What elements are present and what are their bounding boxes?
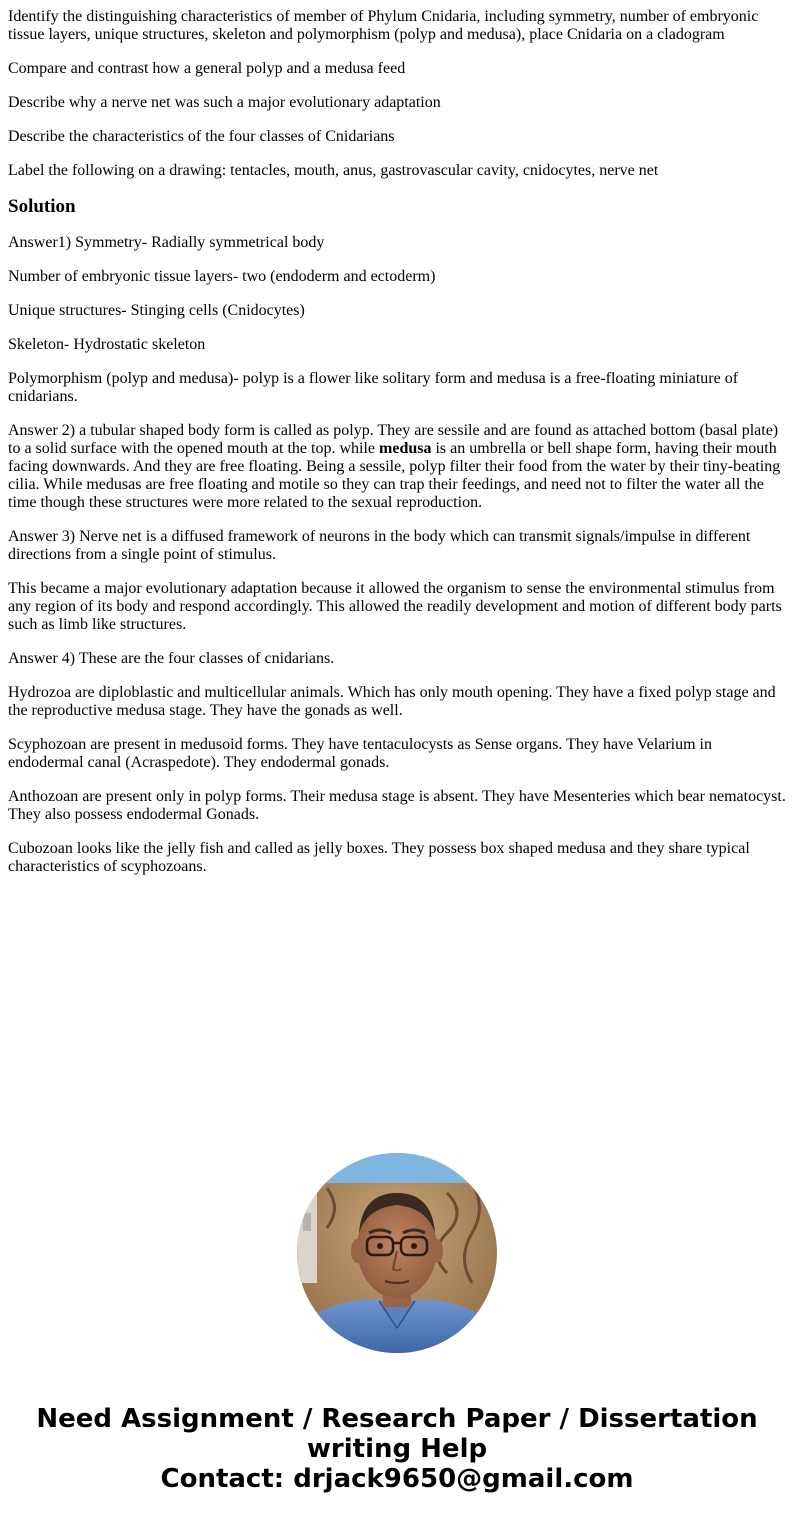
answer4-paragraph: Anthozoan are present only in polyp forms. Their medusa stage is absent. They have Mesenteries which bear nematocyst. They also possess endodermal Gonads. <box>8 788 786 823</box>
question-item: Describe the characteristics of the four classes of Cnidarians <box>8 128 395 145</box>
solution-heading: Solution <box>8 196 76 217</box>
answer2-text-after: is an umbrella or bell shape form, having their mouth facing downwards. And they are free floating. Being a sessile, polyp filter their food from the water by their tiny-beating cilia. While medusas are free floating and motile so they can trap their feedings, and need not to filter the water all the time though these structures were more related to the sexual reproduction. <box>8 440 781 511</box>
question-item: Describe why a nerve net was such a major evolutionary adaptation <box>8 94 441 111</box>
answer4-paragraph: Cubozoan looks like the jelly fish and called as jelly boxes. They possess box shaped medusa and they share typical characteristics of scyphozoans. <box>8 840 750 875</box>
answer2-text-before: Answer 2) a tubular shaped body form is called as polyp. They are sessile and are found as attached bottom (basal plate) to a solid surface with the opened mouth at the top. while <box>8 422 779 457</box>
answer3-paragraph: This became a major evolutionary adaptation because it allowed the organism to sense the environmental stimulus from any region of its body and respond accordingly. This allowed the readily development and motion of different body parts such as limb like structures. <box>8 580 782 633</box>
promo-line: writing Help <box>306 1434 488 1464</box>
answer3-paragraph: Answer 3) Nerve net is a diffused framework of neurons in the body which can transmit signals/impulse in different directions from a single point of stimulus. <box>8 528 751 563</box>
promo-contact-line: Contact: drjack9650@gmail.com <box>160 1464 634 1494</box>
avatar <box>297 1153 497 1353</box>
answer4-paragraph: Answer 4) These are the four classes of cnidarians. <box>8 650 335 667</box>
promo-banner <box>0 1404 794 1494</box>
answer1-line: Number of embryonic tissue layers- two (endoderm and ectoderm) <box>8 268 436 285</box>
answer2-paragraph <box>8 422 788 512</box>
question-item: Identify the distinguishing characteristics of member of Phylum Cnidaria, including symmetry, number of embryonic tissue layers, unique structures, skeleton and polymorphism (polyp and medusa), place Cnidaria on a cladogram <box>8 8 759 43</box>
avatar-portrait-image <box>297 1153 497 1353</box>
promo-line: Need Assignment / Research Paper / Dissertation <box>36 1404 758 1434</box>
answer1-line: Unique structures- Stinging cells (Cnidocytes) <box>8 302 305 319</box>
document-body <box>8 8 788 892</box>
question-item: Label the following on a drawing: tentacles, mouth, anus, gastrovascular cavity, cnidocytes, nerve net <box>8 162 659 179</box>
answer1-line: Skeleton- Hydrostatic skeleton <box>8 336 206 353</box>
answer1-line: Answer1) Symmetry- Radially symmetrical body <box>8 234 325 251</box>
answer1-line: Polymorphism (polyp and medusa)- polyp is a flower like solitary form and medusa is a free-floating miniature of cnidarians. <box>8 370 739 405</box>
answer4-paragraph: Hydrozoa are diploblastic and multicellular animals. Which has only mouth opening. They have a fixed polyp stage and the reproductive medusa stage. They have the gonads as well. <box>8 684 776 719</box>
answer4-paragraph: Scyphozoan are present in medusoid forms. They have tentaculocysts as Sense organs. They have Velarium in endodermal canal (Acraspedote). They endodermal gonads. <box>8 736 712 771</box>
answer2-bold-term: medusa <box>379 440 432 457</box>
question-item: Compare and contrast how a general polyp and a medusa feed <box>8 60 406 77</box>
